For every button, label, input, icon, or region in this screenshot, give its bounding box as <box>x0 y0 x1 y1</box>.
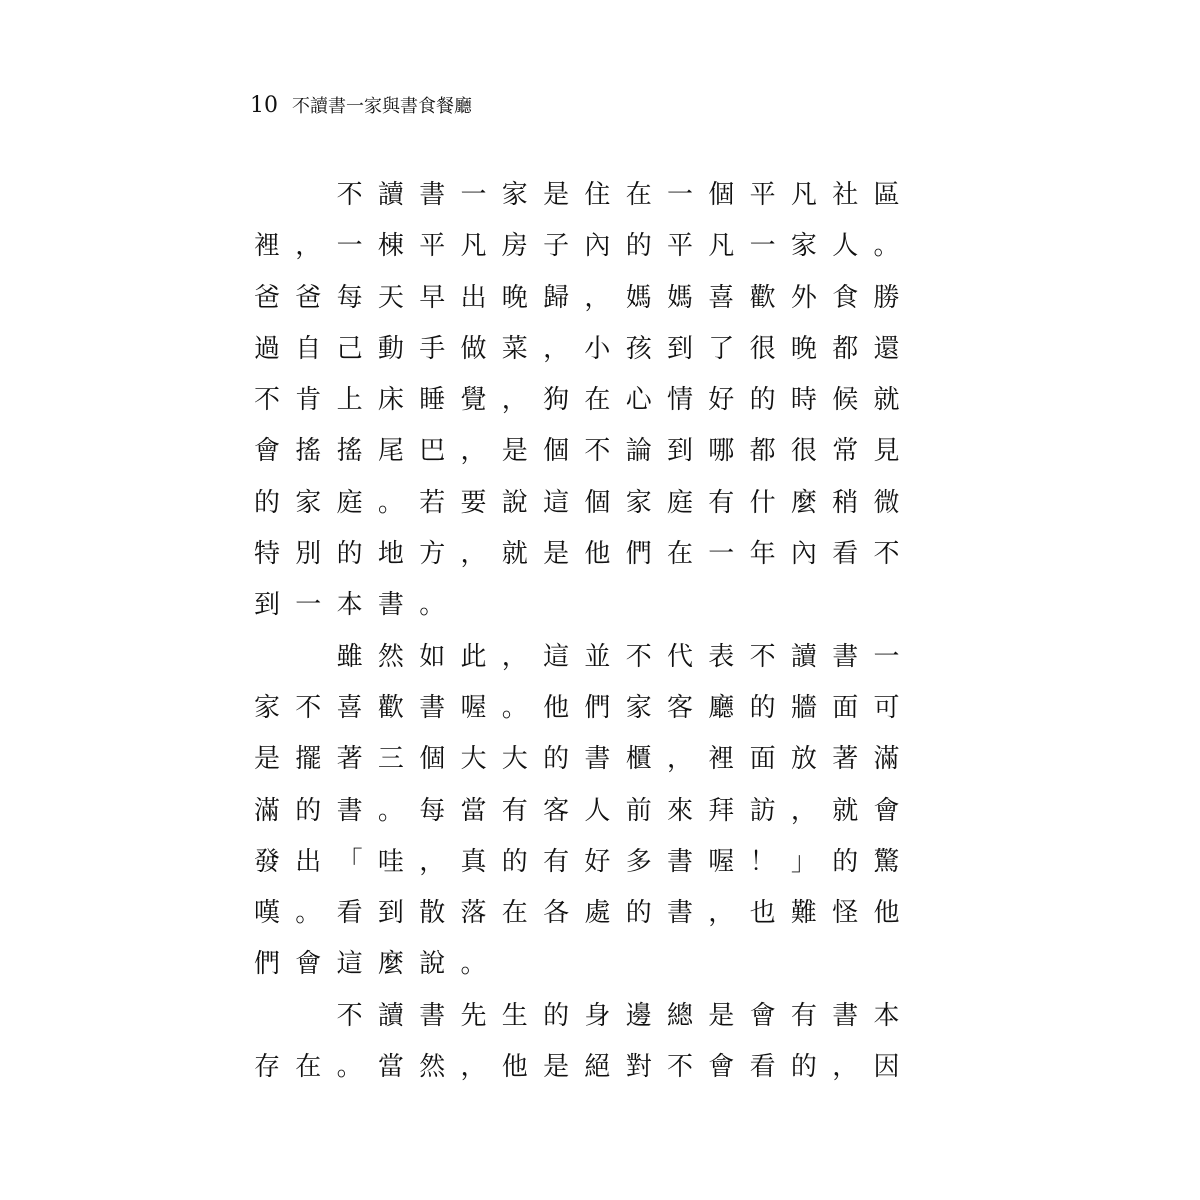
text-line: 是擺著三個大大的書櫃，裡面放著滿 <box>254 744 915 775</box>
text-line: 會搖搖尾巴，是個不論到哪都很常見 <box>254 436 915 467</box>
text-line: 特別的地方，就是他們在一年內看不 <box>254 539 915 570</box>
text-line: 的家庭。若要說這個家庭有什麼稍微 <box>254 487 915 518</box>
text-line: 家不喜歡書喔。他們家客廳的牆面可 <box>254 692 915 723</box>
text-line: 爸爸每天早出晚歸，媽媽喜歡外食勝 <box>254 282 915 313</box>
text-line: 滿的書。每當有客人前來拜訪，就會 <box>254 795 915 826</box>
text-line: 裡，一棟平凡房子內的平凡一家人。 <box>254 231 915 262</box>
text-line: 雖然如此，這並不代表不讀書一 <box>254 641 915 672</box>
text-line: 嘆。看到散落在各處的書，也難怪他 <box>254 898 915 929</box>
body-text <box>254 170 954 1093</box>
text-line: 到一本書。 <box>254 590 461 621</box>
text-line: 們會這麼說。 <box>254 949 502 980</box>
text-line: 存在。當然，他是絕對不會看的，因 <box>254 1052 915 1083</box>
book-title: 不讀書一家與書食餐廳 <box>292 96 472 117</box>
running-head <box>250 88 472 122</box>
text-line: 不肯上床睡覺，狗在心情好的時候就 <box>254 385 915 416</box>
text-line: 發出「哇，真的有好多書喔！」的驚 <box>254 846 915 877</box>
text-line: 不讀書先生的身邊總是會有書本 <box>254 1000 915 1031</box>
page-number: 10 <box>250 92 278 118</box>
text-line: 過自己動手做菜，小孩到了很晚都還 <box>254 333 915 364</box>
text-line: 不讀書一家是住在一個平凡社區 <box>254 180 915 210</box>
